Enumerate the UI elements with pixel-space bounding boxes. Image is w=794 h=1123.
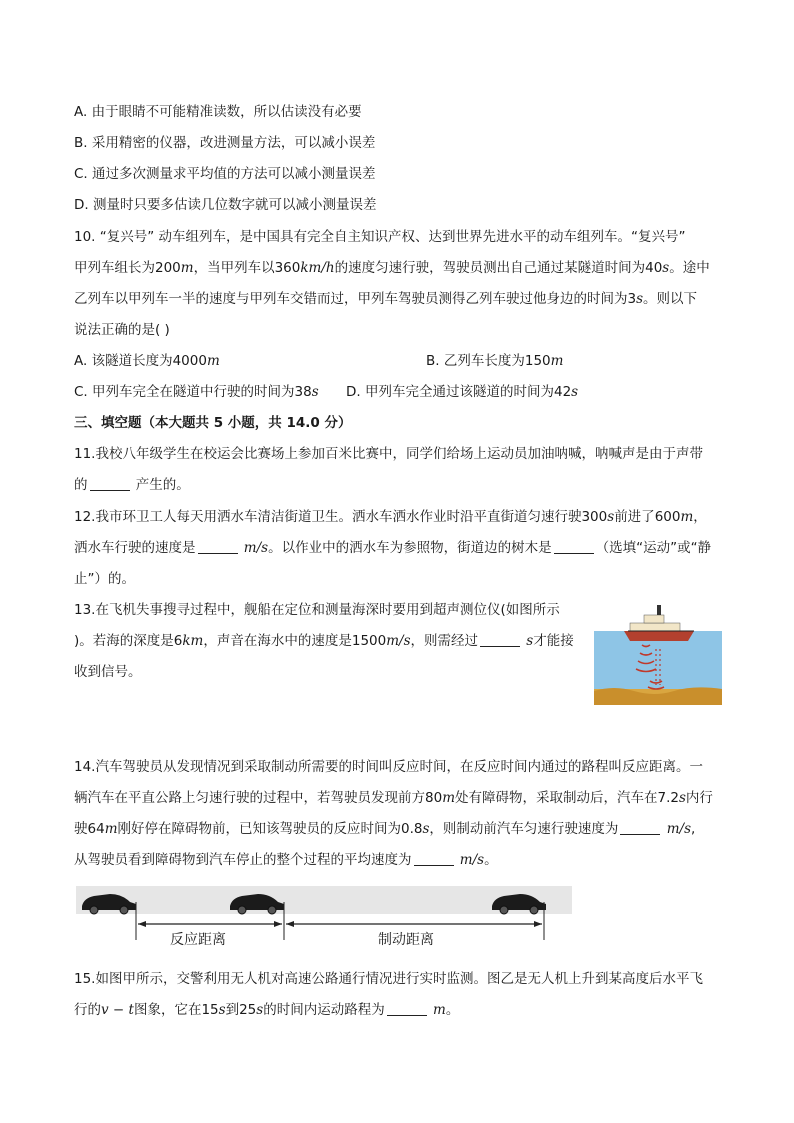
q15-line-1: 15.如图甲所示，交警利用无人机对高速公路通行情况进行实时监测。图乙是无人机上升到某高度后水平飞: [74, 971, 703, 987]
q11-line-1: 11.我校八年级学生在校运会比赛场上参加百米比赛中，同学们给场上运动员加油呐喊，呐喊声是由于声带: [74, 446, 703, 462]
q13-blank: [480, 632, 520, 647]
q10-line-3: 乙列车以甲列车一半的速度与甲列车交错而过，甲列车驾驶员测得乙列车驶过他身边的时间为3s。则以下: [74, 291, 698, 307]
q15-blank: [387, 1001, 427, 1016]
q10-line-1: 10. “复兴号” 动车组列车，是中国具有完全自主知识产权、达到世界先进水平的动车组列车。“复兴号”: [74, 229, 686, 245]
q9-option-d: D. 测量时只要多估读几位数字就可以减小测量误差: [74, 197, 377, 213]
q9-option-c: C. 通过多次测量求平均值的方法可以减小测量误差: [74, 166, 376, 182]
q15-line-2: 行的v − t图象，它在15s到25s的时间内运动路程为 m。: [74, 1002, 460, 1018]
q12-blank-1: [198, 539, 238, 554]
q11-line-2: 的 产生的。: [74, 477, 190, 493]
q14-blank-1: [620, 820, 660, 835]
braking-distance-figure: [76, 884, 572, 950]
q10-options-cd: [74, 382, 734, 402]
q10-option-c: C. 甲列车完全在隧道中行驶的时间为38s: [74, 384, 319, 400]
q14-line-3: 驶64m刚好停在障碍物前，已知该驾驶员的反应时间为0.8s，则制动前汽车匀速行驶速度为 m/s,: [74, 821, 696, 837]
q14-line-2: 辆汽车在平直公路上匀速行驶的过程中，若驾驶员发现前方80m处有障碍物，采取制动后，汽车在7.2s内行: [74, 790, 713, 806]
q14-blank-2: [414, 851, 454, 866]
q12-line-1: 12.我市环卫工人每天用洒水车清洁街道卫生。洒水车洒水作业时沿平直街道匀速行驶300s前进了600m，: [74, 509, 707, 525]
q12-line-2: 洒水车行驶的速度是 m/s。以作业中的洒水车为参照物，街道边的树木是 （选填“运动”或“静: [74, 540, 712, 556]
section-3-title: 三、填空题（本大题共 5 小题，共 14.0 分）: [74, 415, 352, 431]
braking-distance-label: 制动距离: [376, 929, 436, 949]
q9-option-b: B. 采用精密的仪器，改进测量方法，可以减小误差: [74, 135, 376, 151]
q10-option-b: B. 乙列车长度为150m: [426, 353, 564, 369]
q14-line-1: 14.汽车驾驶员从发现情况到采取制动所需要的时间叫反应时间，在反应时间内通过的路程叫反应距离。一: [74, 759, 703, 775]
q12-blank-2: [554, 539, 594, 554]
q11-blank: [90, 476, 130, 491]
sonar-ship-figure: [594, 601, 722, 705]
q13-line-3: 收到信号。: [74, 664, 142, 680]
q14-line-4: 从驾驶员看到障碍物到汽车停止的整个过程的平均速度为 m/s。: [74, 852, 498, 868]
q10-line-2: 甲列车组长为200m，当甲列车以360km/h的速度匀速行驶，驾驶员测出自己通过某隧道时间为40s。途中: [74, 260, 710, 276]
q10-option-a: A. 该隧道长度为4000m: [74, 353, 220, 369]
q10-options-ab: [74, 351, 734, 371]
q10-option-d: D. 甲列车完全通过该隧道的时间为42s: [346, 384, 579, 400]
q10-line-4: 说法正确的是( ): [74, 322, 170, 338]
q12-line-3: 止”）的。: [74, 571, 135, 587]
q13-line-2: )。若海的深度是6km，声音在海水中的速度是1500m/s，则需经过 s才能接: [74, 633, 574, 649]
q13-line-1: 13.在飞机失事搜寻过程中，舰船在定位和测量海深时要用到超声测位仪(如图所示: [74, 602, 560, 618]
q9-option-a: A. 由于眼睛不可能精准读数，所以估读没有必要: [74, 104, 362, 120]
reaction-distance-label: 反应距离: [168, 929, 228, 949]
